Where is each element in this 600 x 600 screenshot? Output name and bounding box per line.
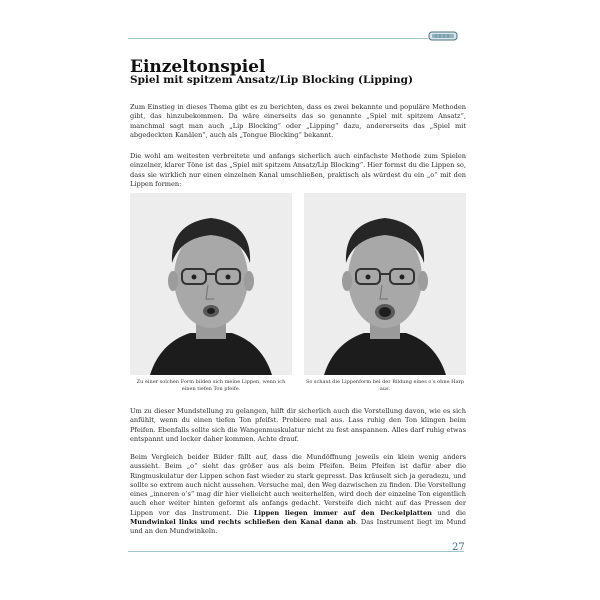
header-rule (128, 38, 428, 39)
comparison-end: . Das Instrument liegt im Mund und an den Mundwinkeln. (130, 518, 466, 536)
right-photo-caption: So schaut die Lippenform bei der Bildung eines o’s ohne Harp aus. (305, 379, 465, 392)
bold-lips-on-plates: Lippen liegen immer auf den Deckelplatten (253, 508, 432, 517)
method-paragraph: Die wohl am weitesten verbreitete und anfangs sicherlich auch einfachste Methode zum Spielen einzelner, klarer Töne ist das „Spiel mit spitzem Ansatz/Lip Blocking“. Hier formst du die Lippen so, dass sie wirklich nur einen einzelnen Kanal umschließen, praktisch als würdest du ein „o“ mit den Lippen formen: (130, 152, 466, 188)
bold-mouth-corners: Mundwinkel links und rechts schließen den Kanal dann ab (130, 518, 356, 527)
footer-rule (128, 551, 464, 552)
photo-o-mouth (304, 193, 466, 375)
photo-whistle-mouth (130, 193, 292, 375)
harmonica-icon (428, 30, 458, 42)
comparison-connector: und die (437, 508, 466, 517)
intro-paragraph: Zum Einstieg in dieses Thema gibt es zu berichten, dass es zwei bekannte und populäre Methoden gibt, das hinzubekommen. Da wäre einerseits das so genannte „Spiel mit spitzem Ansatz“, manchmal sagt man auch „Lip Blocking“ oder „Lipping“ dazu, andererseits das „Spiel mit abgedeckten Kanälen“, auch als „Tongue Blocking“ bekannt. (130, 103, 466, 139)
page-number: 27 (452, 542, 465, 553)
left-photo-caption: Zu einer solchen Form bilden sich meine Lippen, wenn ich einen tiefen Ton pfeife. (136, 379, 286, 392)
page-title: Einzeltonspiel (130, 57, 266, 77)
comparison-paragraph (130, 453, 466, 537)
comparison-text: Beim Vergleich beider Bilder fällt auf, dass die Mundöffnung jeweils ein klein wenig anders aussieht. Beim „o“ sieht das größer aus als beim Pfeifen. Beim Pfeifen ist dafür aber die Ringmuskulatur der Lippen schon fast wieder zu stark gepresst. Das kräuselt sich ja geradezu, und sollte so extrem auch nicht aussehen. Versuche mal, den Weg dazwischen zu finden. Die Vorstellung eines „inneren o’s“ mag dir hier vielleicht auch weiterhelfen, wird doch der einzelne Ton eigentlich auch eher weiter hinten geformt als anfangs gedacht. Versteife dich nicht auf das Pressen der Lippen vor das Instrument. Die (130, 453, 466, 517)
whistle-paragraph: Um zu dieser Mundstellung zu gelangen, hilft dir sicherlich auch die Vorstellung davon, wie es sich anfühlt, wenn du einen tiefen Ton pfeifst. Probiere mal aus. Lass ruhig den Ton klingen beim Pfeifen. Ebenfalls sollte sich die Wangenmuskulatur nicht zu fest anspannen. Alles darf ruhig etwas entspannt und locker daher kommen. Achte drauf. (130, 407, 466, 443)
page-subtitle: Spiel mit spitzem Ansatz/Lip Blocking (Lipping) (130, 74, 413, 86)
